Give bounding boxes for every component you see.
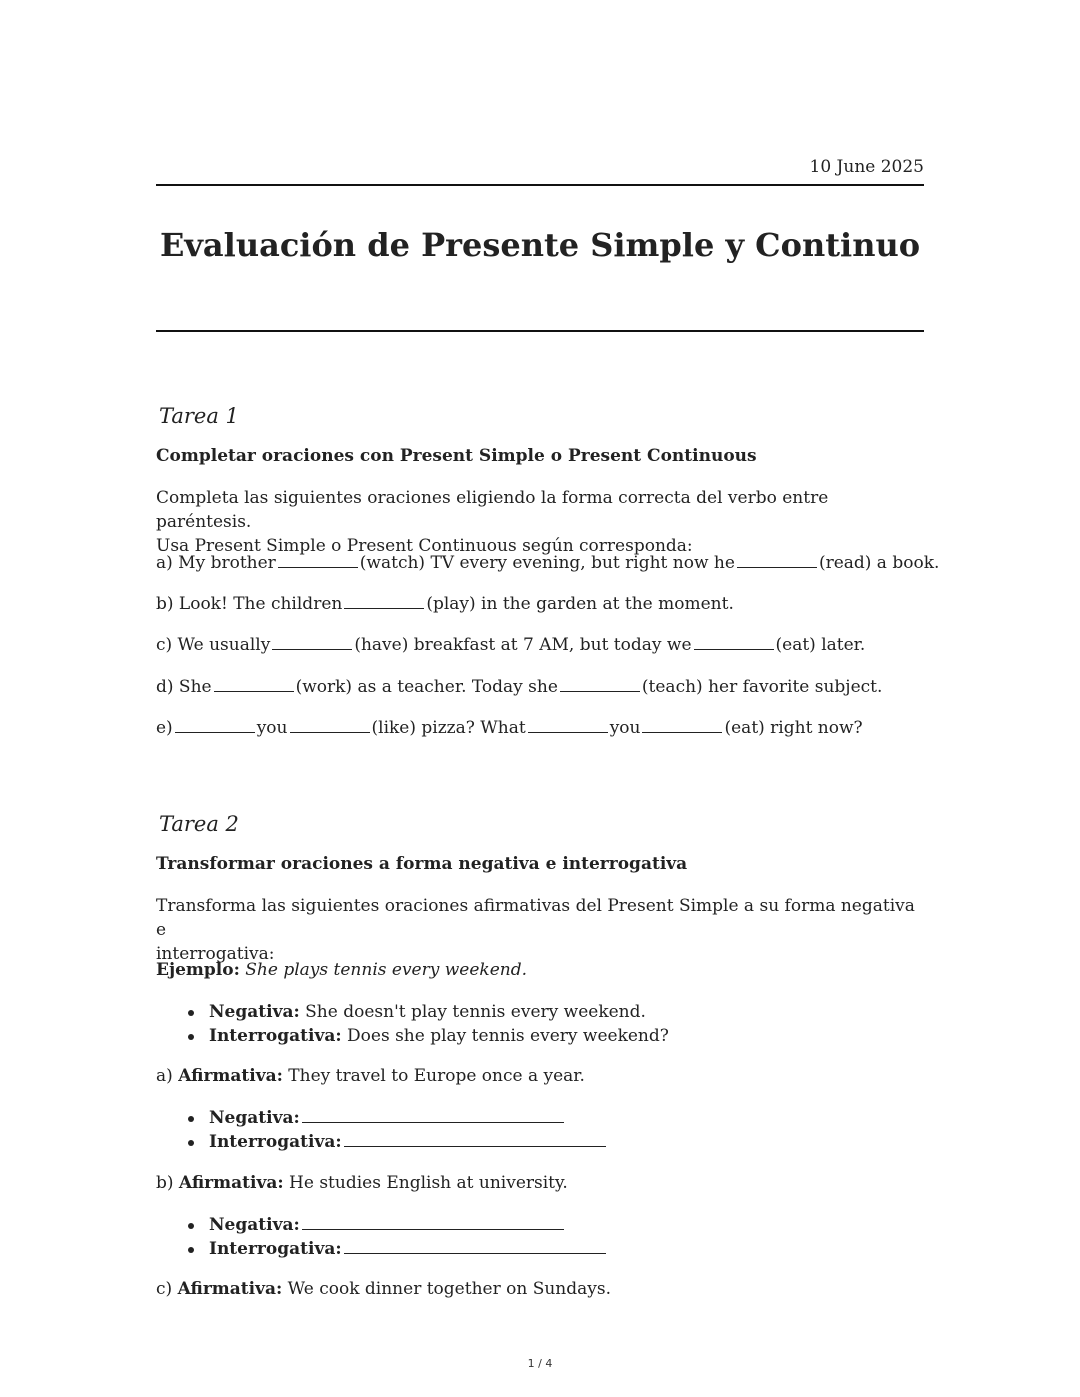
item-c-text-3: (eat) later. [775, 635, 866, 655]
task1-item-a [156, 553, 939, 573]
example-negative [188, 1000, 669, 1024]
interrogative-label: Interrogativa: [209, 1132, 342, 1152]
example-interrogative [188, 1024, 669, 1048]
interrogative-label: Interrogativa: [209, 1239, 342, 1259]
example-bullets [188, 1000, 669, 1048]
item-c-text-1: c) We usually [156, 635, 271, 655]
task2-instruction-line2: interrogativa: [156, 944, 275, 964]
answer-blank[interactable] [344, 1252, 606, 1254]
task2-item-a [156, 1066, 585, 1086]
answer-blank[interactable] [560, 690, 640, 692]
item-a-interrogative [188, 1130, 608, 1154]
negative-label: Negativa: [209, 1108, 300, 1128]
answer-blank[interactable] [694, 648, 774, 650]
example-interrogative-text: Does she play tennis every weekend? [347, 1026, 669, 1046]
document-title: Evaluación de Presente Simple y Continuo [159, 226, 921, 264]
task1-item-e [156, 718, 863, 738]
task1-instruction-line2: Usa Present Simple o Present Continuous según corresponda: [156, 536, 693, 556]
item-c-sentence: We cook dinner together on Sundays. [287, 1279, 611, 1299]
task2-heading: Tarea 2 [159, 812, 239, 836]
interrogative-label: Interrogativa: [209, 1026, 342, 1046]
item-d-text-3: (teach) her favorite subject. [641, 677, 883, 697]
item-e-text-3: (like) pizza? What [371, 718, 526, 738]
item-b-answers [188, 1213, 608, 1261]
item-d-text-1: d) She [156, 677, 212, 697]
answer-blank[interactable] [302, 1228, 564, 1230]
example-sentence: She plays tennis every weekend. [245, 960, 528, 980]
item-e-text-1: e) [156, 718, 173, 738]
answer-blank[interactable] [737, 566, 817, 568]
task1-subtitle: Completar oraciones con Present Simple o Present Continuous [156, 446, 757, 466]
item-b-sentence: He studies English at university. [289, 1173, 568, 1193]
task2-instructions [156, 894, 924, 966]
answer-blank[interactable] [278, 566, 358, 568]
answer-blank[interactable] [290, 731, 370, 733]
item-b-text-2: (play) in the garden at the moment. [426, 594, 734, 614]
affirmative-label: Afirmativa: [178, 1066, 283, 1086]
item-a-text-1: a) My brother [156, 553, 276, 573]
affirmative-label: Afirmativa: [178, 1173, 284, 1193]
answer-blank[interactable] [175, 731, 255, 733]
item-d-text-2: (work) as a teacher. Today she [295, 677, 558, 697]
item-letter: b) [156, 1173, 174, 1193]
item-b-text-1: b) Look! The children [156, 594, 343, 614]
answer-blank[interactable] [214, 690, 294, 692]
task2-instruction-line1: Transforma las siguientes oraciones afirmativas del Present Simple a su forma negativa e [156, 896, 915, 940]
item-b-negative [188, 1213, 608, 1237]
answer-blank[interactable] [642, 731, 722, 733]
answer-blank[interactable] [344, 1145, 606, 1147]
header-rule-bottom [156, 330, 924, 332]
item-a-answers [188, 1106, 608, 1154]
item-e-text-5: (eat) right now? [724, 718, 863, 738]
task1-item-c [156, 635, 865, 655]
task2-item-c [156, 1279, 611, 1299]
item-a-text-3: (read) a book. [818, 553, 940, 573]
example-label: Ejemplo: [156, 960, 240, 980]
task2-example [156, 960, 527, 980]
task1-instructions [156, 486, 924, 558]
negative-label: Negativa: [209, 1002, 300, 1022]
answer-blank[interactable] [344, 607, 424, 609]
task1-item-d [156, 677, 882, 697]
task2-subtitle: Transformar oraciones a forma negativa e interrogativa [156, 854, 688, 874]
page-number: 1 / 4 [527, 1357, 553, 1370]
negative-label: Negativa: [209, 1215, 300, 1235]
example-negative-text: She doesn't play tennis every weekend. [305, 1002, 646, 1022]
document-page [156, 0, 940, 1397]
header-rule-top [156, 184, 924, 186]
item-a-sentence: They travel to Europe once a year. [288, 1066, 585, 1086]
item-letter: a) [156, 1066, 173, 1086]
task1-instruction-line1: Completa las siguientes oraciones eligiendo la forma correcta del verbo entre paréntesis. [156, 488, 829, 532]
affirmative-label: Afirmativa: [177, 1279, 283, 1299]
item-letter: c) [156, 1279, 173, 1299]
item-a-text-2: (watch) TV every evening, but right now he [359, 553, 735, 573]
item-a-negative [188, 1106, 608, 1130]
task2-item-b [156, 1173, 568, 1193]
item-e-text-2: you [256, 718, 288, 738]
answer-blank[interactable] [272, 648, 352, 650]
document-date: 10 June 2025 [809, 157, 924, 177]
answer-blank[interactable] [528, 731, 608, 733]
item-c-text-2: (have) breakfast at 7 AM, but today we [354, 635, 692, 655]
item-b-interrogative [188, 1237, 608, 1261]
task1-heading: Tarea 1 [159, 404, 239, 428]
answer-blank[interactable] [302, 1121, 564, 1123]
task1-item-b [156, 594, 734, 614]
item-e-text-4: you [609, 718, 641, 738]
